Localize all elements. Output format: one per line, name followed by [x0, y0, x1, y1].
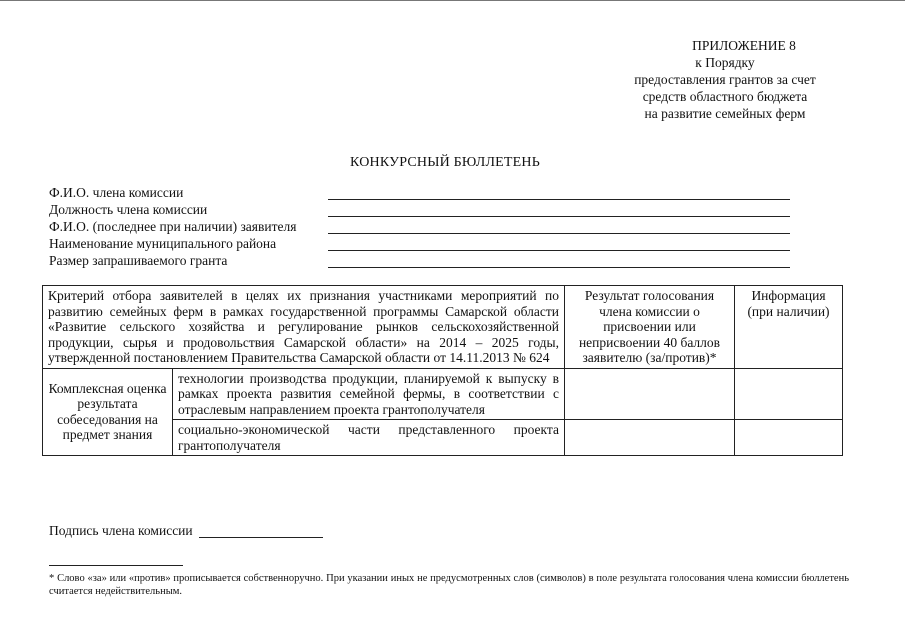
- complex-assessment-cell: Комплексная оценка результата собеседования на предмет знания: [43, 368, 173, 456]
- result-header-cell: Результат голосования члена комиссии о присвоении или неприсвоении 40 баллов заявителю (за/против)*: [565, 286, 735, 369]
- table-header-row: [43, 286, 843, 369]
- header-fields: [49, 184, 809, 269]
- field-applicant-name: [49, 218, 809, 235]
- table-row: [43, 368, 843, 420]
- criterion-header-cell: Критерий отбора заявителей в целях их признания участниками мероприятий по развитию семейных ферм в рамках государственной программы Самарской области «Развитие сельского хозяйства и регулирование рынков сельскохозяйственной продукции, сырья и продовольствия Самарской области» на 2014 – 2025 годы, утвержденной постановлением Правительства Самарской области от 14.11.2013 № 624: [43, 286, 565, 369]
- fill-in-line[interactable]: [328, 233, 790, 234]
- sub-criterion-cell: социально-экономической части представленного проекта грантополучателя: [173, 420, 565, 456]
- result-input-cell[interactable]: [565, 368, 735, 420]
- field-commission-member-name: [49, 184, 809, 201]
- field-label: Ф.И.О. члена комиссии: [49, 185, 184, 200]
- appendix-line: средств областного бюджета: [642, 89, 808, 104]
- info-input-cell[interactable]: [735, 368, 843, 420]
- info-header-cell: Информация (при наличии): [735, 286, 843, 369]
- fill-in-line[interactable]: [328, 216, 790, 217]
- signature-block: [49, 523, 323, 539]
- appendix-block: [600, 37, 850, 122]
- ballot-table: [42, 285, 843, 456]
- appendix-number: ПРИЛОЖЕНИЕ 8: [692, 38, 796, 53]
- signature-line[interactable]: [199, 537, 323, 538]
- appendix-line: на развитие семейных ферм: [644, 106, 806, 121]
- field-label: Должность члена комиссии: [49, 202, 208, 217]
- footnote-divider: [49, 565, 183, 566]
- footnote: * Слово «за» или «против» прописывается собственноручно. При указании иных не предусмотренных слов (символов) в поле результата голосования члена комиссии бюллетень считается недействительным.: [49, 573, 849, 597]
- fill-in-line[interactable]: [328, 250, 790, 251]
- field-label: Наименование муниципального района: [49, 236, 277, 251]
- sub-criterion-cell: технологии производства продукции, планируемой к выпуску в рамках проекта развития семейной фермы, в соответствии с отраслевым направлением проекта грантополучателя: [173, 368, 565, 420]
- fill-in-line[interactable]: [328, 199, 790, 200]
- document-title: КОНКУРСНЫЙ БЮЛЛЕТЕНЬ: [350, 155, 540, 170]
- top-border-line: [0, 0, 905, 1]
- field-municipal-district: [49, 235, 809, 252]
- fill-in-line[interactable]: [328, 267, 790, 268]
- field-commission-member-position: [49, 201, 809, 218]
- info-input-cell[interactable]: [735, 420, 843, 456]
- result-input-cell[interactable]: [565, 420, 735, 456]
- appendix-line: к Порядку: [695, 55, 755, 70]
- appendix-line: предоставления грантов за счет: [634, 72, 816, 87]
- signature-label: Подпись члена комиссии: [49, 523, 193, 538]
- field-grant-amount: [49, 252, 809, 269]
- field-label: Ф.И.О. (последнее при наличии) заявителя: [49, 219, 297, 234]
- field-label: Размер запрашиваемого гранта: [49, 253, 228, 268]
